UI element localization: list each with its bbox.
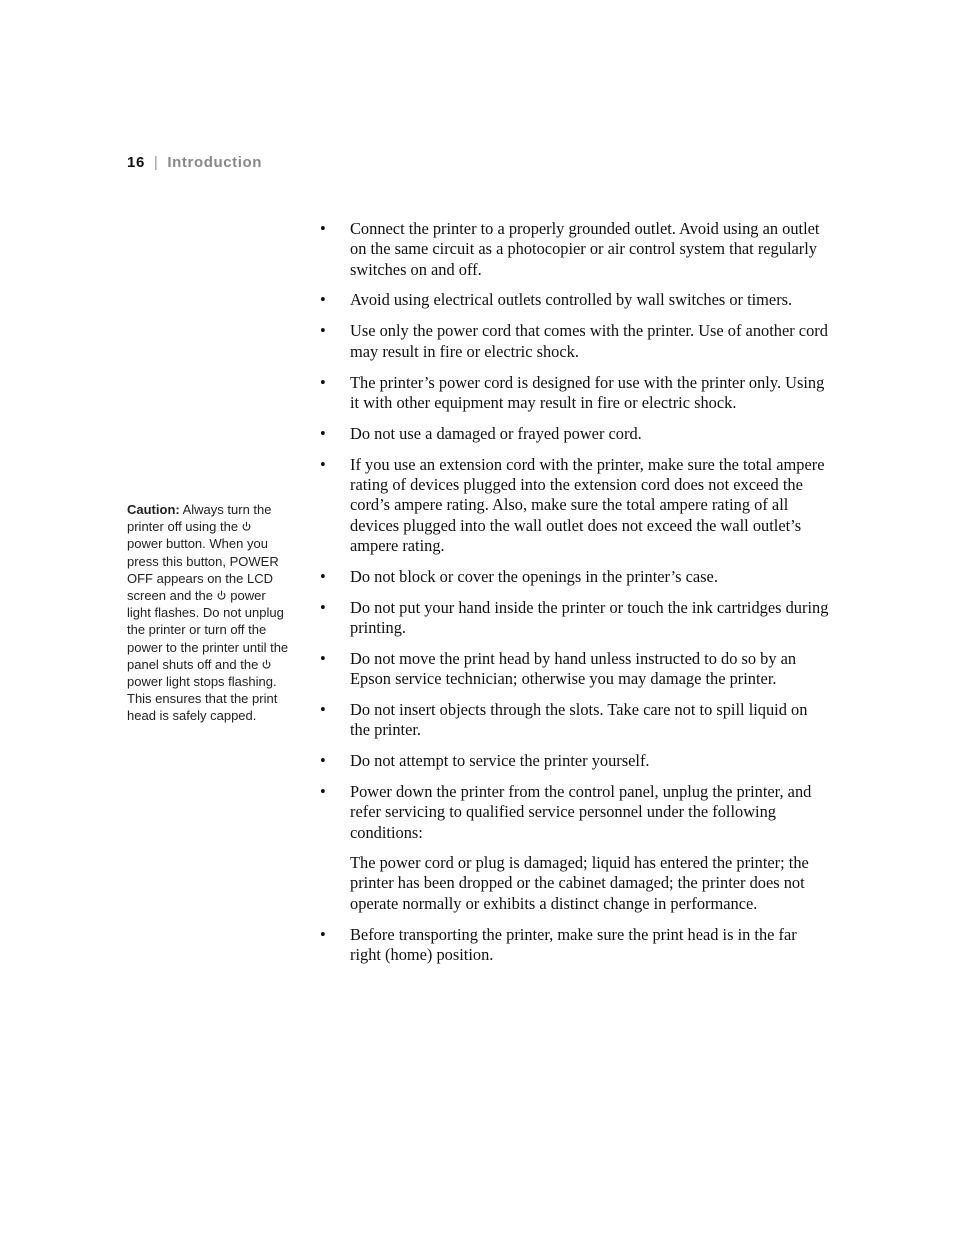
list-item — [320, 567, 830, 587]
bullet-marker: • — [320, 648, 326, 668]
list-item — [320, 751, 830, 771]
header-separator: | — [153, 154, 159, 171]
power-off-label: POWER OFF — [127, 553, 279, 586]
list-item-text: Do not insert objects through the slots. Take care not to spill liquid on the printer. — [350, 699, 808, 740]
bullet-marker: • — [320, 423, 326, 443]
list-item — [320, 290, 830, 310]
caution-text-4: power light flashes. Do not unplug the printer or turn off the power to the printer until the panel shuts off and the — [127, 588, 289, 672]
list-item-text: Do not block or cover the openings in the printer’s case. — [350, 566, 718, 586]
caution-label: Caution: — [127, 502, 180, 517]
page-number: 16 — [127, 154, 145, 171]
bullet-marker: • — [320, 699, 326, 719]
list-item — [320, 925, 830, 966]
list-item — [320, 424, 830, 444]
list-item — [320, 598, 830, 639]
caution-note — [127, 501, 289, 725]
list-item — [320, 373, 830, 414]
caution-text-3: appears on the LCD screen and the — [127, 570, 273, 604]
list-item-text: Before transporting the printer, make sure the print head is in the far right (home) position. — [350, 924, 797, 964]
list-item-text: Do not put your hand inside the printer or touch the ink cartridges during printing. — [350, 597, 829, 637]
bullet-marker: • — [320, 597, 326, 617]
list-item — [320, 649, 830, 690]
list-item-text: The printer’s power cord is designed for use with the printer only. Using it with other equipment may result in fire or electric shock. — [350, 372, 825, 412]
list-item-text: Power down the printer from the control panel, unplug the printer, and refer servicing to qualified service personnel under the following conditions: — [350, 782, 812, 842]
caution-text-2: power button. When you press this button, — [127, 536, 268, 569]
list-item-text: Do not move the print head by hand unless instructed to do so by an Epson service technician; otherwise you may damage the printer. — [350, 648, 797, 689]
caution-text-5: power light stops flashing. This ensures that the print head is safely capped. — [127, 674, 278, 724]
bullet-marker: • — [320, 372, 326, 392]
page-header — [127, 154, 262, 171]
list-item — [320, 455, 830, 556]
bullet-marker: • — [320, 751, 326, 771]
list-item-text: Connect the printer to a properly grounded outlet. Avoid using an outlet on the same circuit as a photocopier or air control system that regularly switches on and off. — [350, 219, 820, 279]
servicing-conditions-paragraph: The power cord or plug is damaged; liquid has entered the printer; the printer has been dropped or the cabinet damaged; the printer does not operate normally or exhibits a distinct change in performance. — [350, 853, 809, 913]
bullet-marker: • — [320, 321, 326, 341]
caution-text-1: Always turn the printer off using the — [127, 502, 272, 535]
bullet-marker: • — [320, 454, 326, 474]
power-icon — [242, 521, 251, 532]
bullet-marker: • — [320, 782, 326, 802]
safety-instructions-list — [320, 219, 830, 976]
section-title: Introduction — [167, 154, 263, 171]
bullet-marker: • — [320, 219, 326, 238]
list-item — [320, 219, 830, 280]
list-item-text: Do not use a damaged or frayed power cord. — [350, 423, 642, 443]
power-icon — [262, 659, 271, 670]
bullet-marker: • — [320, 290, 326, 310]
list-item — [320, 700, 830, 741]
list-item-text: Do not attempt to service the printer yourself. — [350, 751, 650, 771]
bullet-marker: • — [320, 566, 326, 586]
bullet-marker: • — [320, 924, 326, 944]
list-item — [320, 321, 830, 362]
list-item — [320, 782, 830, 843]
list-item-text: Use only the power cord that comes with the printer. Use of another cord may result in fire or electric shock. — [350, 321, 828, 361]
power-icon — [217, 590, 226, 601]
list-item-text: Avoid using electrical outlets controlled by wall switches or timers. — [350, 290, 793, 310]
list-item-text: If you use an extension cord with the printer, make sure the total ampere rating of devices plugged into the extension cord does not exceed the cord’s ampere rating. Also, make sure the total ampere rating of all devices plugged into the wall outlet does not exceed the wall outlet’s ampere rating. — [350, 454, 825, 555]
